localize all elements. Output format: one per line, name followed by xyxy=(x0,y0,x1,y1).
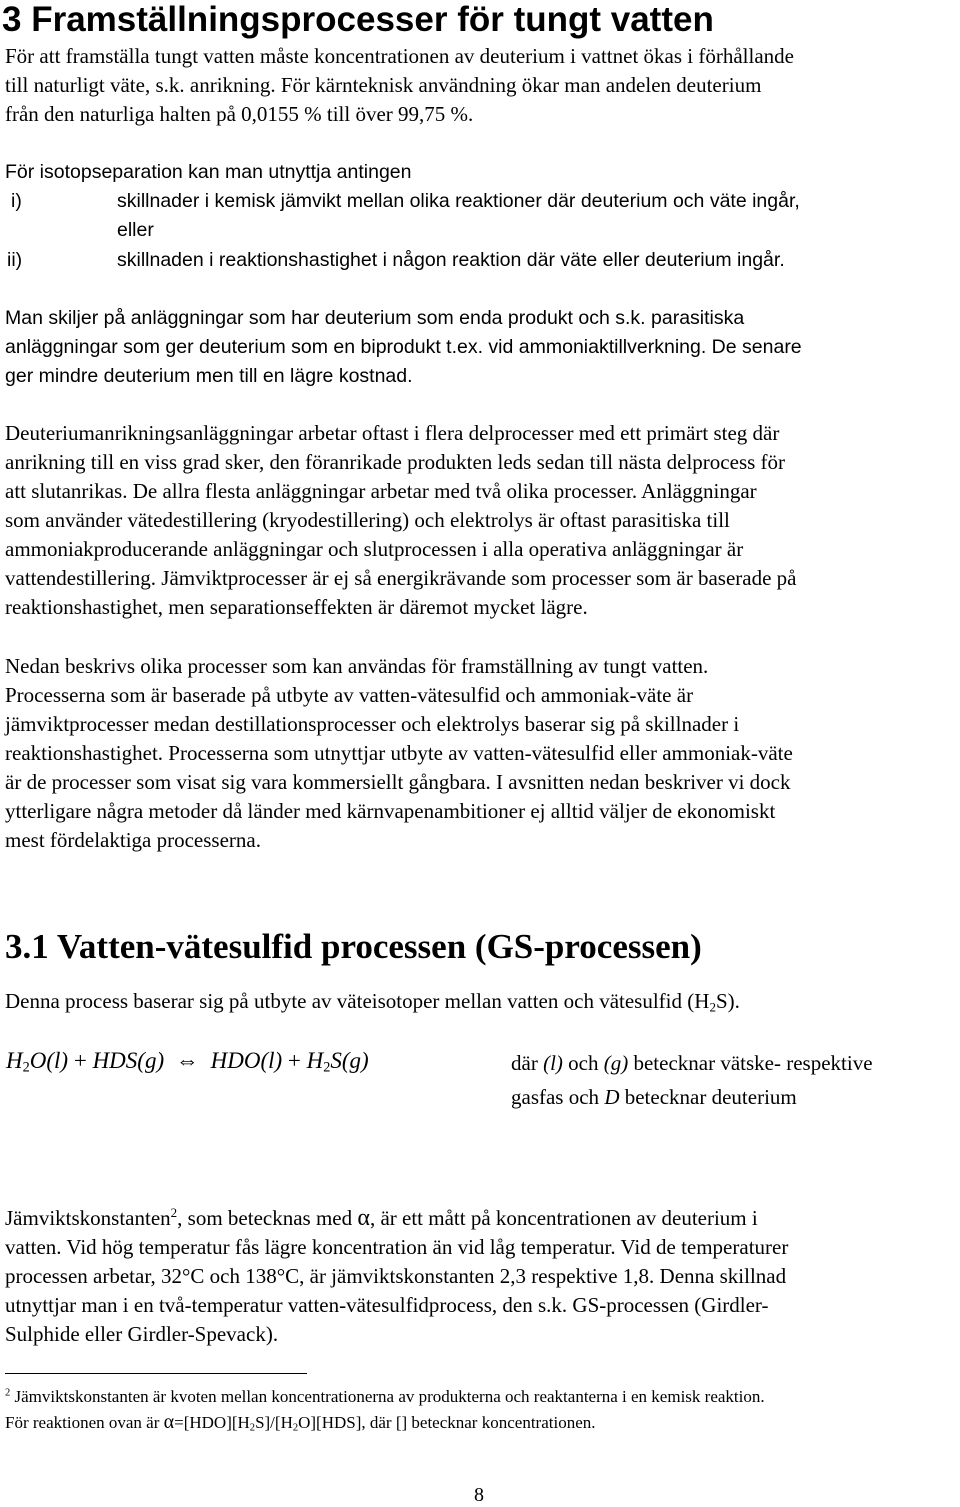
text-line: vattendestillering. Jämviktprocesser är ej så energikrävande som processer som är baserade på xyxy=(5,566,797,590)
text-run: där xyxy=(511,1051,544,1075)
subheading: 3.1 Vatten-vätesulfid processen (GS-processen) xyxy=(5,927,702,966)
text-run: Denna process baserar sig på utbyte av väteisotoper mellan vatten och vätesulfid (H xyxy=(5,989,710,1013)
subscript: 2 xyxy=(292,1422,299,1434)
eq-symbol: O(l) xyxy=(29,1048,69,1073)
text-line xyxy=(5,1205,758,1231)
footnote-mark: 2 xyxy=(5,1387,11,1399)
text-line: Man skiljer på anläggningar som har deuterium som enda produkt och s.k. parasitiska xyxy=(5,307,745,329)
list-item-text: skillnaden i reaktionshastighet i någon reaktion där väte eller deuterium ingår. xyxy=(117,249,785,271)
text-run: , är ett mått på koncentrationen av deuterium i xyxy=(369,1206,758,1230)
alpha-symbol: α xyxy=(357,1205,370,1231)
text-line: vatten. Vid hög temperatur fås lägre koncentration än vid låg temperatur. Vid de temperaturer xyxy=(5,1235,789,1259)
equilibrium-arrow-icon: ⇔ xyxy=(175,1048,199,1073)
text-run: , som betecknas med xyxy=(177,1206,358,1230)
page-number: 8 xyxy=(474,1484,484,1506)
text-line xyxy=(5,1386,765,1408)
text-run: gasfas och xyxy=(511,1085,605,1109)
text-run: (g) xyxy=(603,1051,629,1075)
text-line: Sulphide eller Girdler-Spevack). xyxy=(5,1322,279,1346)
heading: 3 Framställningsprocesser för tungt vatten xyxy=(2,0,714,39)
text-line: att slutanrikas. De allra flesta anläggningar arbetar med två olika processer. Anläggningar xyxy=(5,479,757,503)
text-run: För reaktionen ovan är xyxy=(5,1413,164,1432)
text-line: som använder vätedestillering (kryodestillering) och elektrolys är oftast parasitiska till xyxy=(5,508,730,532)
text-run: S]/[H xyxy=(255,1413,293,1432)
alpha-symbol: α xyxy=(163,1411,175,1433)
text-line: från den naturliga halten på 0,0155 % till över 99,75 %. xyxy=(5,102,474,126)
eq-symbol: HDO(l) xyxy=(210,1048,283,1073)
text-line: anrikning till en viss grad sker, den föranrikade produkten leds sedan till nästa delprocess för xyxy=(5,450,786,474)
text-line xyxy=(5,1412,596,1434)
subscript: 2 xyxy=(249,1422,256,1434)
text-run: O][HDS], där [] betecknar koncentrationen. xyxy=(298,1413,596,1432)
text-line: reaktionshastighet, men separationseffekten är däremot mycket lägre. xyxy=(5,595,588,619)
text-line: ammoniakproducerande anläggningar och slutprocessen i alla operativa anläggningar är xyxy=(5,537,744,561)
subscript: 2 xyxy=(22,1059,30,1076)
text-run: =[HDO][H xyxy=(174,1413,250,1432)
eq-operator: + xyxy=(68,1048,93,1073)
text-line: För isotopseparation kan man utnyttja antingen xyxy=(5,161,412,183)
text-run: betecknar vätske- respektive xyxy=(628,1051,873,1075)
text-run: (l) xyxy=(543,1051,563,1075)
text-line: är de processer som visat sig vara kommersiellt gångbara. I avsnitten nedan beskriver vi dock xyxy=(5,770,791,794)
text-run: Jämviktskonstanten är kvoten mellan koncentrationerna av produkterna och reaktanterna i en kemisk reaktion. xyxy=(14,1387,765,1406)
subscript: 2 xyxy=(709,999,716,1015)
text-line: ytterligare några metoder då länder med kärnvapenambitioner ej alltid väljer de ekonomiskt xyxy=(5,799,776,823)
text-run: D xyxy=(604,1085,620,1109)
eq-symbol: H xyxy=(306,1048,324,1073)
list-item-text: eller xyxy=(117,219,154,241)
text-line: utnyttjar man i en två-temperatur vatten-vätesulfidprocess, den s.k. GS-processen (Girdler- xyxy=(5,1293,769,1317)
footnote-separator xyxy=(5,1373,307,1374)
text-run: S). xyxy=(715,989,740,1013)
subscript: 2 xyxy=(323,1059,331,1076)
eq-symbol: H xyxy=(6,1048,23,1073)
paragraph-6 xyxy=(5,988,740,1014)
text-run: och xyxy=(562,1051,604,1075)
text-line: Nedan beskrivs olika processer som kan användas för framställning av tungt vatten. xyxy=(5,654,709,678)
text-line: jämviktprocesser medan destillationsprocesser och elektrolys baserar sig på skillnader i xyxy=(5,712,740,736)
text-line xyxy=(511,1084,797,1110)
footnote-ref[interactable]: 2 xyxy=(170,1205,178,1221)
list-item-text: skillnader i kemisk jämvikt mellan olika reaktioner där deuterium och väte ingår, xyxy=(117,190,800,212)
text-line: anläggningar som ger deuterium som en biprodukt t.ex. vid ammoniaktillverkning. De senare xyxy=(5,336,802,358)
text-line: Deuteriumanrikningsanläggningar arbetar oftast i flera delprocesser med ett primärt steg där xyxy=(5,421,780,445)
text-line: ger mindre deuterium men till en lägre kostnad. xyxy=(5,365,413,387)
text-line: reaktionshastighet. Processerna som utnyttjar utbyte av vatten-vätesulfid eller ammoniak-väte xyxy=(5,741,793,765)
reaction-equation xyxy=(6,1046,369,1076)
text-line: mest fördelaktiga processerna. xyxy=(5,828,261,852)
text-line: processen arbetar, 32°C och 138°C, är jämviktskonstanten 2,3 respektive 1,8. Denna skillnad xyxy=(5,1264,787,1288)
text-run: Jämviktskonstanten xyxy=(5,1206,171,1230)
text-line: till naturligt väte, s.k. anrikning. För kärnteknisk användning ökar man andelen deuterium xyxy=(5,73,762,97)
text-line: Processerna som är baserade på utbyte av vatten-vätesulfid och ammoniak-väte är xyxy=(5,683,694,707)
eq-operator: + xyxy=(282,1048,307,1073)
text-line: För att framställa tungt vatten måste koncentrationen av deuterium i vattnet ökas i förhållande xyxy=(5,44,794,68)
text-line xyxy=(511,1050,873,1076)
text-run: betecknar deuterium xyxy=(619,1085,797,1109)
list-marker: i) xyxy=(11,190,22,212)
eq-symbol: HDS(g) xyxy=(92,1048,165,1073)
list-marker: ii) xyxy=(7,249,23,271)
eq-symbol: S(g) xyxy=(330,1048,369,1073)
